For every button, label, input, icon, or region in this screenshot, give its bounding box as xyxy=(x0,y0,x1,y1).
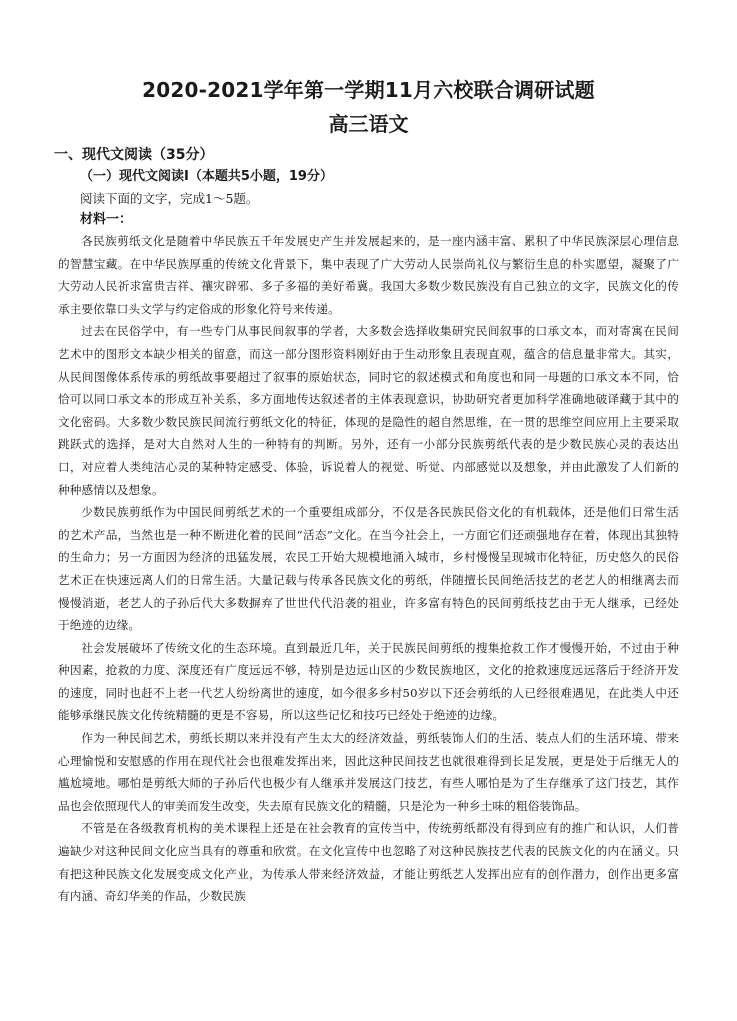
exam-subtitle: 高三语文 xyxy=(328,112,409,136)
material-label: 材料一： xyxy=(80,212,133,227)
paragraph-3: 少数民族剪纸作为中国民间剪纸艺术的一个重要组成部分，不仅是各民族民俗文化的有机载体，还是他们日常生活的艺术产品，当然也是一种不断进化着的民间“活态”文化。在当今社会上，一方面它们还顽强地存在着，体现出其独特的生命力；另一方面因为经济的迅猛发展，农民工开始大规模地涌入城市，乡村慢慢呈现城市化特征，历史悠久的民俗艺术正在快速远离人们的日常生活。大量记载与传承各民族文化的剪纸，伴随擅长民间绝活技艺的老艺人的相继离去而慢慢消逝，老艺人的子孙后代大多数摒弃了世世代代沿袭的祖业，许多富有特色的民间剪纸技艺由于无人继承，已经处于绝迹的边缘。 xyxy=(58,505,679,633)
reading-instruction: 阅读下面的文字，完成1～5题。 xyxy=(80,191,259,206)
exam-title: 2020-2021学年第一学期11月六校联合调研试题 xyxy=(142,78,595,102)
paragraph-1: 各民族剪纸文化是随着中华民族五千年发展史产生并发展起来的，是一座内涵丰富、累积了中华民族深层心理信息的智慧宝藏。在中华民族厚重的传统文化背景下，集中表现了广大劳动人民崇尚礼仪与繁衍生息的朴实愿望，凝聚了广大劳动人民祈求富贵吉祥、禳灾辟邪、多子多福的美好希冀。我国大多数少数民族没有自己独立的文字，民族文化的传承主要依靠口头文学与约定俗成的形象化符号来传递。 xyxy=(58,234,679,316)
paragraph-6: 不管是在各级教育机构的美术课程上还是在社会教育的宣传当中，传统剪纸都没有得到应有的推广和认识，人们普遍缺少对这种民间文化应当具有的尊重和欣赏。在文化宣传中也忽略了对这种民族技艺代表的民族文化的内在涵义。只有把这种民族文化发展变成文化产业，为传承人带来经济效益，才能让剪纸艺人发挥出应有的创作潜力，创作出更多富有内涵、奇幻华美的作品，少数民族 xyxy=(58,821,679,904)
subsection-heading: （一）现代文阅读Ⅰ（本题共5小题，19分） xyxy=(80,169,333,184)
section-heading: 一、现代文阅读（35分） xyxy=(54,147,214,163)
paragraph-4: 社会发展破坏了传统文化的生态环境。直到最近几年，关于民族民间剪纸的搜集抢救工作才慢慢开始，不过由于种种因素，抢救的力度、深度还有广度远远不够，特别是边远山区的少数民族地区，文化的抢救速度远远落后于经济开发的速度，同时也赶不上老一代艺人纷纷离世的速度，如今很多乡村50岁以下还会剪纸的人已经很难遇见，在此类人中还能够承继民族文化传统精髓的更是不容易，所以这些记忆和技巧已经处于绝迹的边缘。 xyxy=(58,640,679,723)
paragraph-2: 过去在民俗学中，有一些专门从事民间叙事的学者，大多数会选择收集研究民间叙事的口承文本，而对寄寓在民间艺术中的图形文本缺少相关的留意，而这一部分图形资料刚好由于生动形象且表现直观，蕴含的信息量非常大。其实，从民间图像体系传承的剪纸故事要超过了叙事的原始状态，同时它的叙述模式和角度也和同一母题的口承文本不同，恰恰可以同口承文本的形成互补关系，多方面地传达叙述者的主体表现意识，协助研究者更加科学准确地破译藏于其中的文化密码。大多数少数民族民间流行剪纸文化的特征，体现的是隐性的超自然思维，在一贯的思维空间应用上主要采取跳跃式的选择，是对大自然对人生的一种特有的判断。另外，还有一小部分民族剪纸代表的是少数民族心灵的表达出口，对应着人类纯洁心灵的某种特定感受、体验，诉说着人的视觉、听觉、内部感觉以及想象，并由此激发了人们新的种种感情以及想象。 xyxy=(58,324,679,497)
paragraph-5: 作为一种民间艺术，剪纸长期以来并没有产生太大的经济效益，剪纸装饰人们的生活、装点人们的生活环境、带来心理愉悦和安慰感的作用在现代社会也很难发挥出来，因此这种民间技艺也就很难得到长足发展，更是处于后继无人的尴尬境地。哪怕是剪纸大师的子孙后代也极少有人继承并发展这门技艺，有些人哪怕是为了生存继承了这门技艺，其作品也会依照现代人的审美而发生改变，失去原有民族文化的精髓，只是沦为一种乡土味的粗俗装饰品。 xyxy=(58,731,679,813)
